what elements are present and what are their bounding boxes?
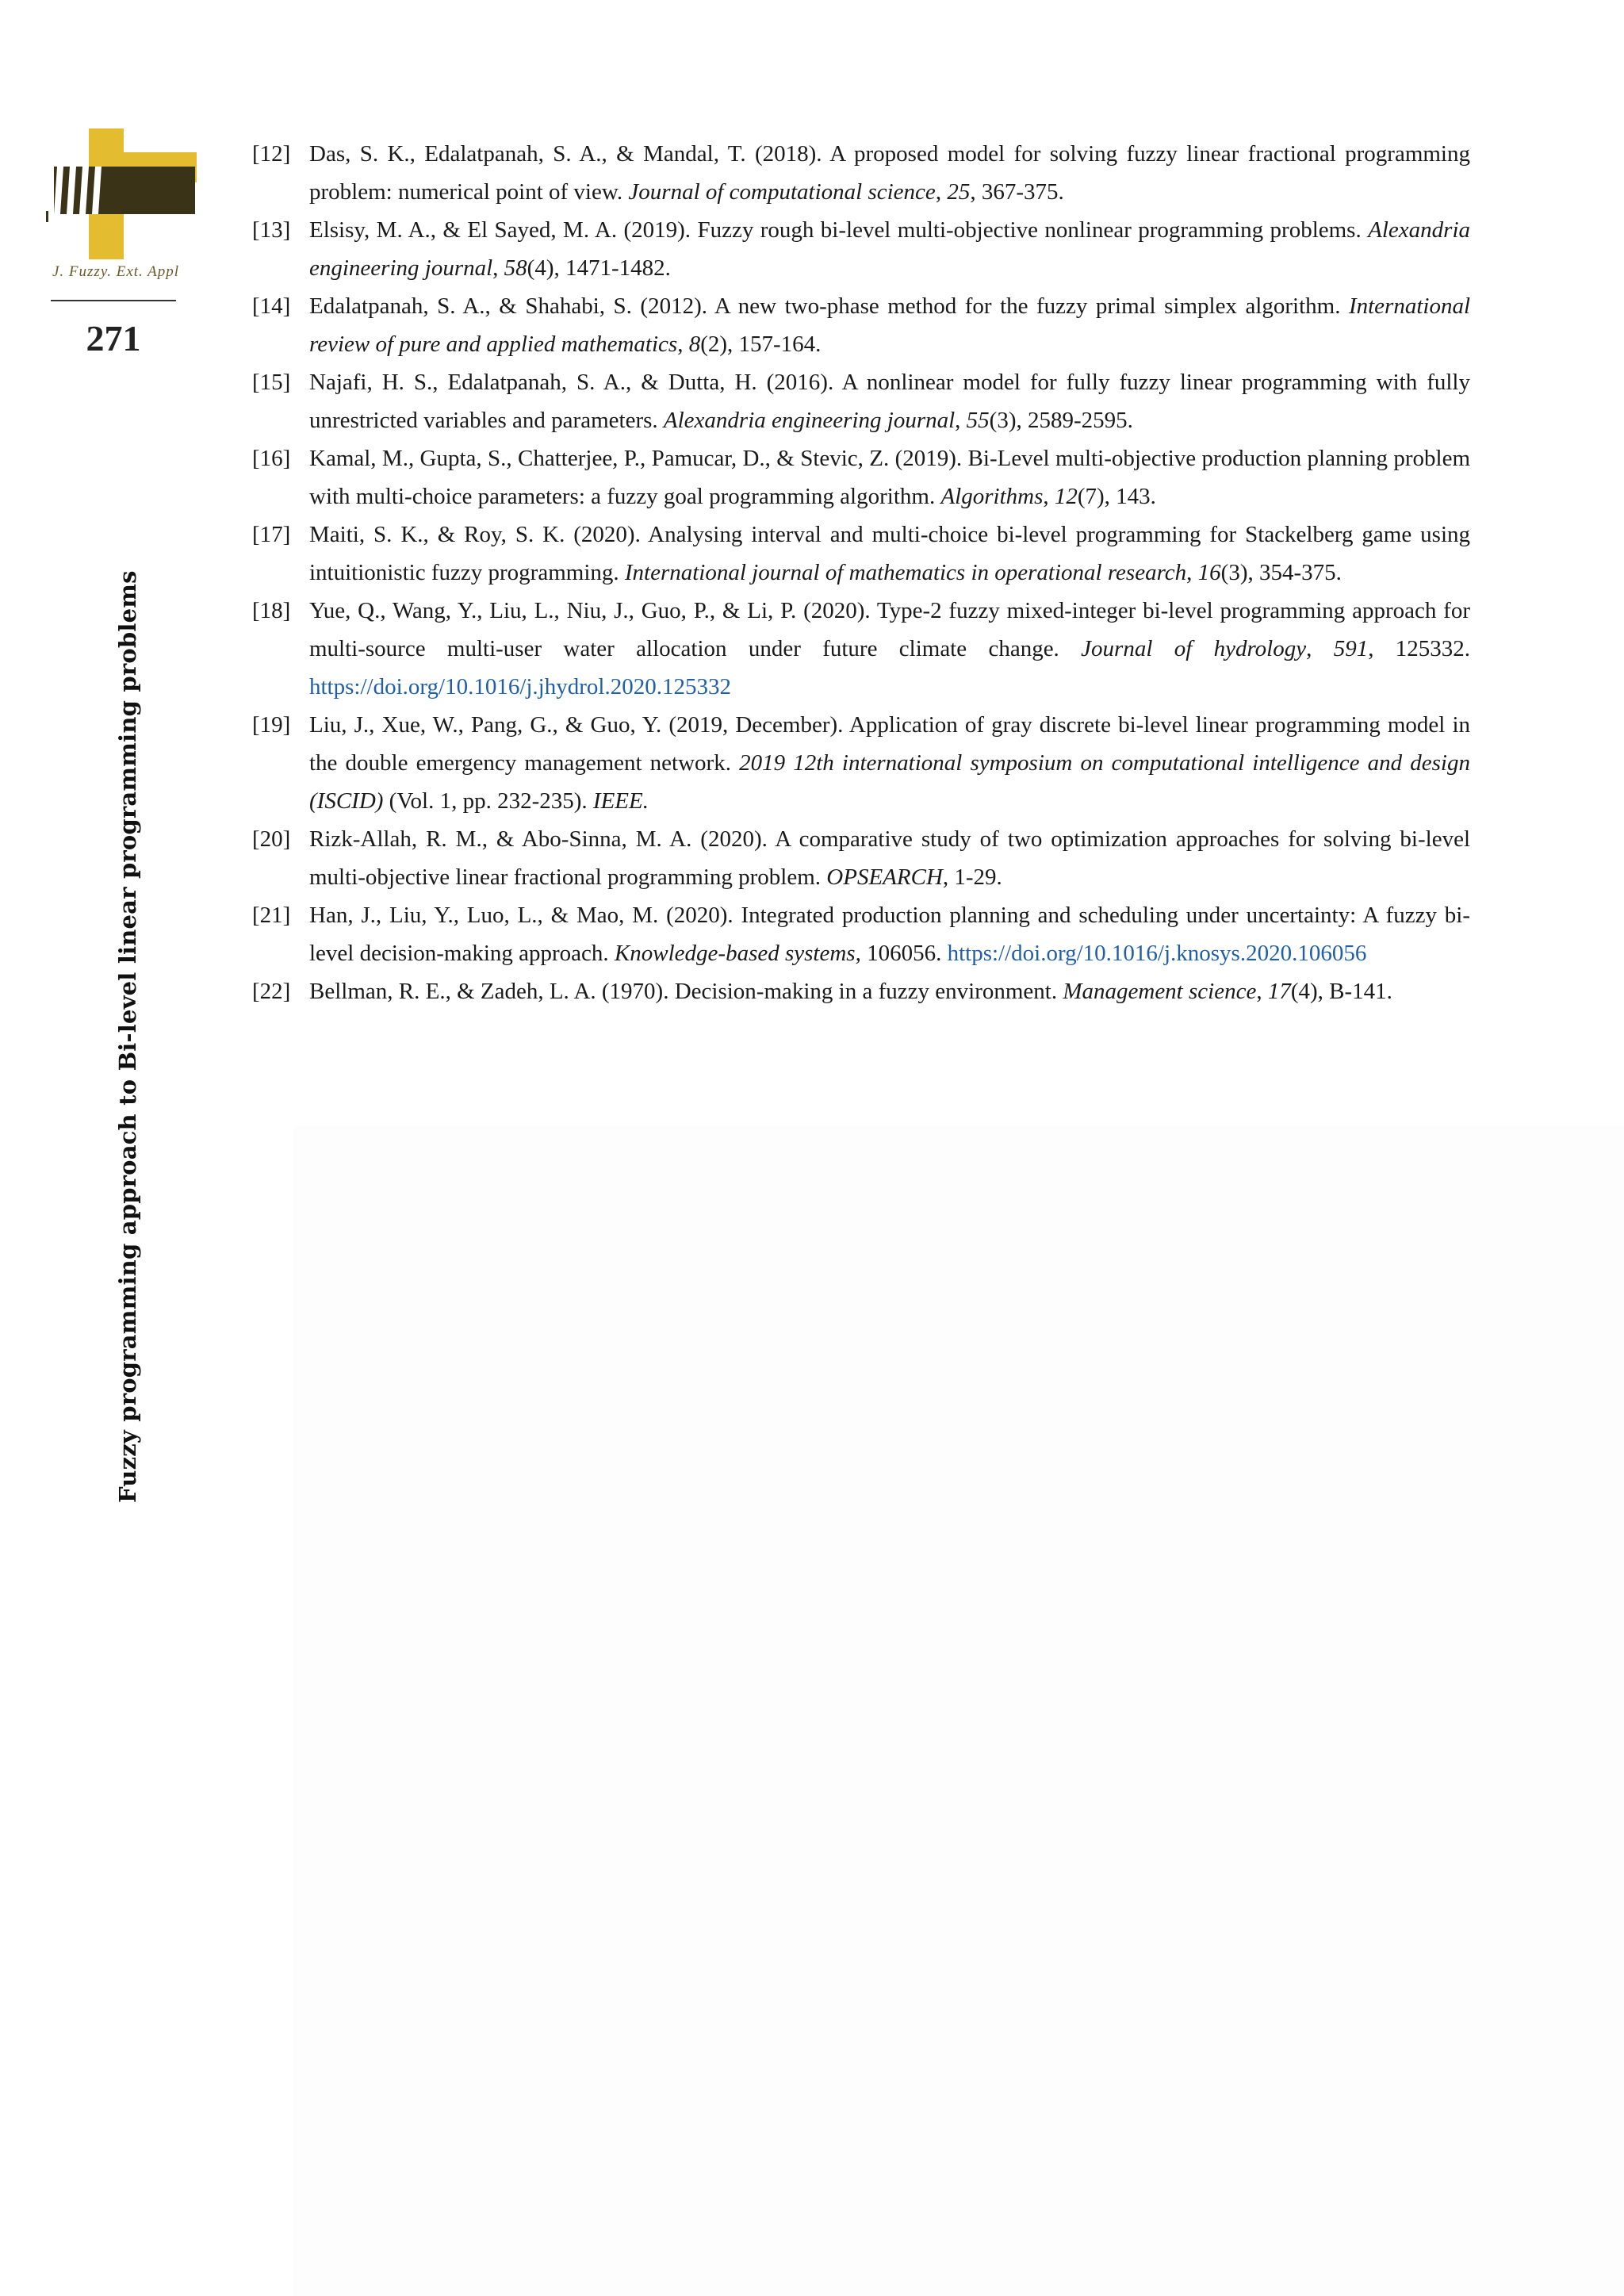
reference-item (252, 972, 1470, 1010)
volume: 58 (504, 255, 527, 281)
reference-number: [22] (252, 979, 291, 1004)
journal-title: OPSEARCH (826, 864, 943, 890)
reference-number: [20] (252, 826, 291, 852)
reference-number: [19] (252, 712, 291, 738)
reference-item (252, 706, 1470, 820)
reference-item (252, 516, 1470, 592)
journal-title: Alexandria engineering journal (309, 217, 1470, 281)
reference-item (252, 592, 1470, 706)
page-number: 271 (86, 318, 141, 358)
reference-number: [12] (252, 141, 291, 167)
reference-number: [13] (252, 217, 291, 243)
journal-abbreviation: J. Fuzzy. Ext. Appl (52, 263, 180, 280)
volume: 25 (947, 179, 971, 205)
reference-text: Najafi, H. S., Edalatpanah, S. A., & Dutta, H. (2016). A nonlinear model for fully fuzzy linear programming with fully unrestricted variables and parameters. Alexandria engineering journal, 55(3), 2589-2595. (309, 370, 1470, 433)
reference-number: [17] (252, 522, 291, 547)
publisher: IEEE. (592, 788, 649, 814)
reference-item (252, 211, 1470, 287)
reference-text: Kamal, M., Gupta, S., Chatterjee, P., Pamucar, D., & Stevic, Z. (2019). Bi-Level multi-objective production planning problem with multi-choice parameters: a fuzzy goal programming algorithm. Algorithms, 12(7), 143. (309, 446, 1470, 509)
reference-item (252, 896, 1470, 972)
doi-link[interactable]: https://doi.org/10.1016/j.knosys.2020.106056 (947, 941, 1367, 966)
reference-number: [14] (252, 293, 291, 319)
reference-text: Edalatpanah, S. A., & Shahabi, S. (2012). A new two-phase method for the fuzzy primal simplex algorithm. International review of pure and applied mathematics, 8(2), 157-164. (309, 293, 1470, 357)
reference-text: Han, J., Liu, Y., Luo, L., & Mao, M. (2020). Integrated production planning and scheduling under uncertainty: A fuzzy bi-level decision-making approach. Knowledge-based systems, 106056. https://doi.org/10.1016/j.knosys.2020.106056 (309, 903, 1470, 966)
volume: 16 (1197, 560, 1221, 585)
reference-text: Das, S. K., Edalatpanah, S. A., & Mandal, T. (2018). A proposed model for solving fuzzy linear fractional programming problem: numerical point of view. Journal of computational science, 25, 367-375. (309, 141, 1470, 205)
reference-number: [15] (252, 370, 291, 395)
journal-title: Knowledge-based systems, (614, 941, 861, 966)
journal-logo (46, 128, 197, 259)
journal-title: Journal of computational science (628, 179, 936, 205)
reference-number: [18] (252, 598, 291, 623)
reference-text: Yue, Q., Wang, Y., Liu, L., Niu, J., Guo, P., & Li, P. (2020). Type-2 fuzzy mixed-integer bi-level programming approach for multi-source multi-user water allocation under future climate change. Journal of hydrology, 591, 125332. https://doi.org/10.1016/j.jhydrol.2020.125332 (309, 598, 1471, 700)
reference-number: [16] (252, 446, 291, 471)
journal-title: Management science (1063, 979, 1257, 1004)
reference-item (252, 363, 1470, 439)
journal-title: Algorithms (940, 484, 1044, 509)
journal-logo-icon (46, 128, 197, 259)
page-background-shade (293, 1126, 1624, 2296)
reference-text: Elsisy, M. A., & El Sayed, M. A. (2019). Fuzzy rough bi-level multi-objective nonlinear programming problems. Alexandria engineering journal, 58(4), 1471-1482. (309, 217, 1470, 281)
reference-item (252, 439, 1470, 516)
journal-title: Journal of hydrology (1081, 636, 1307, 661)
volume: 8 (688, 332, 701, 357)
running-title: Fuzzy programming approach to Bi-level linear programming problems (114, 570, 141, 1503)
reference-text: Rizk-Allah, R. M., & Abo-Sinna, M. A. (2020). A comparative study of two optimization approaches for solving bi-level multi-objective linear fractional programming problem. OPSEARCH, 1-29. (309, 826, 1470, 890)
journal-title: International journal of mathematics in operational research (624, 560, 1187, 585)
reference-item (252, 287, 1470, 363)
volume: 12 (1054, 484, 1078, 509)
volume: 17 (1267, 979, 1291, 1004)
volume: 55 (966, 408, 990, 433)
reference-text: Bellman, R. E., & Zadeh, L. A. (1970). Decision-making in a fuzzy environment. Management science, 17(4), B-141. (309, 979, 1392, 1004)
journal-title: Alexandria engineering journal (663, 408, 956, 433)
reference-item (252, 820, 1470, 896)
journal-title: 2019 12th international symposium on computational intelligence and design (ISCID) (309, 750, 1470, 814)
doi-link[interactable]: https://doi.org/10.1016/j.jhydrol.2020.125332 (309, 674, 731, 700)
reference-list (252, 135, 1470, 1010)
reference-text: Liu, J., Xue, W., Pang, G., & Guo, Y. (2019, December). Application of gray discrete bi-level linear programming model in the double emergency management network. 2019 12th international symposium on computational intelligence and design (ISCID) (Vol. 1, pp. 232-235). IEEE. (309, 712, 1470, 814)
reference-item (252, 135, 1470, 211)
journal-title: International review of pure and applied mathematics (309, 293, 1470, 357)
reference-number: [21] (252, 903, 291, 928)
volume: 591 (1333, 636, 1369, 661)
sidebar-divider (51, 300, 176, 301)
reference-text: Maiti, S. K., & Roy, S. K. (2020). Analysing interval and multi-choice bi-level programming for Stackelberg game using intuitionistic fuzzy programming. International journal of mathematics in operational research, 16(3), 354-375. (309, 522, 1470, 585)
